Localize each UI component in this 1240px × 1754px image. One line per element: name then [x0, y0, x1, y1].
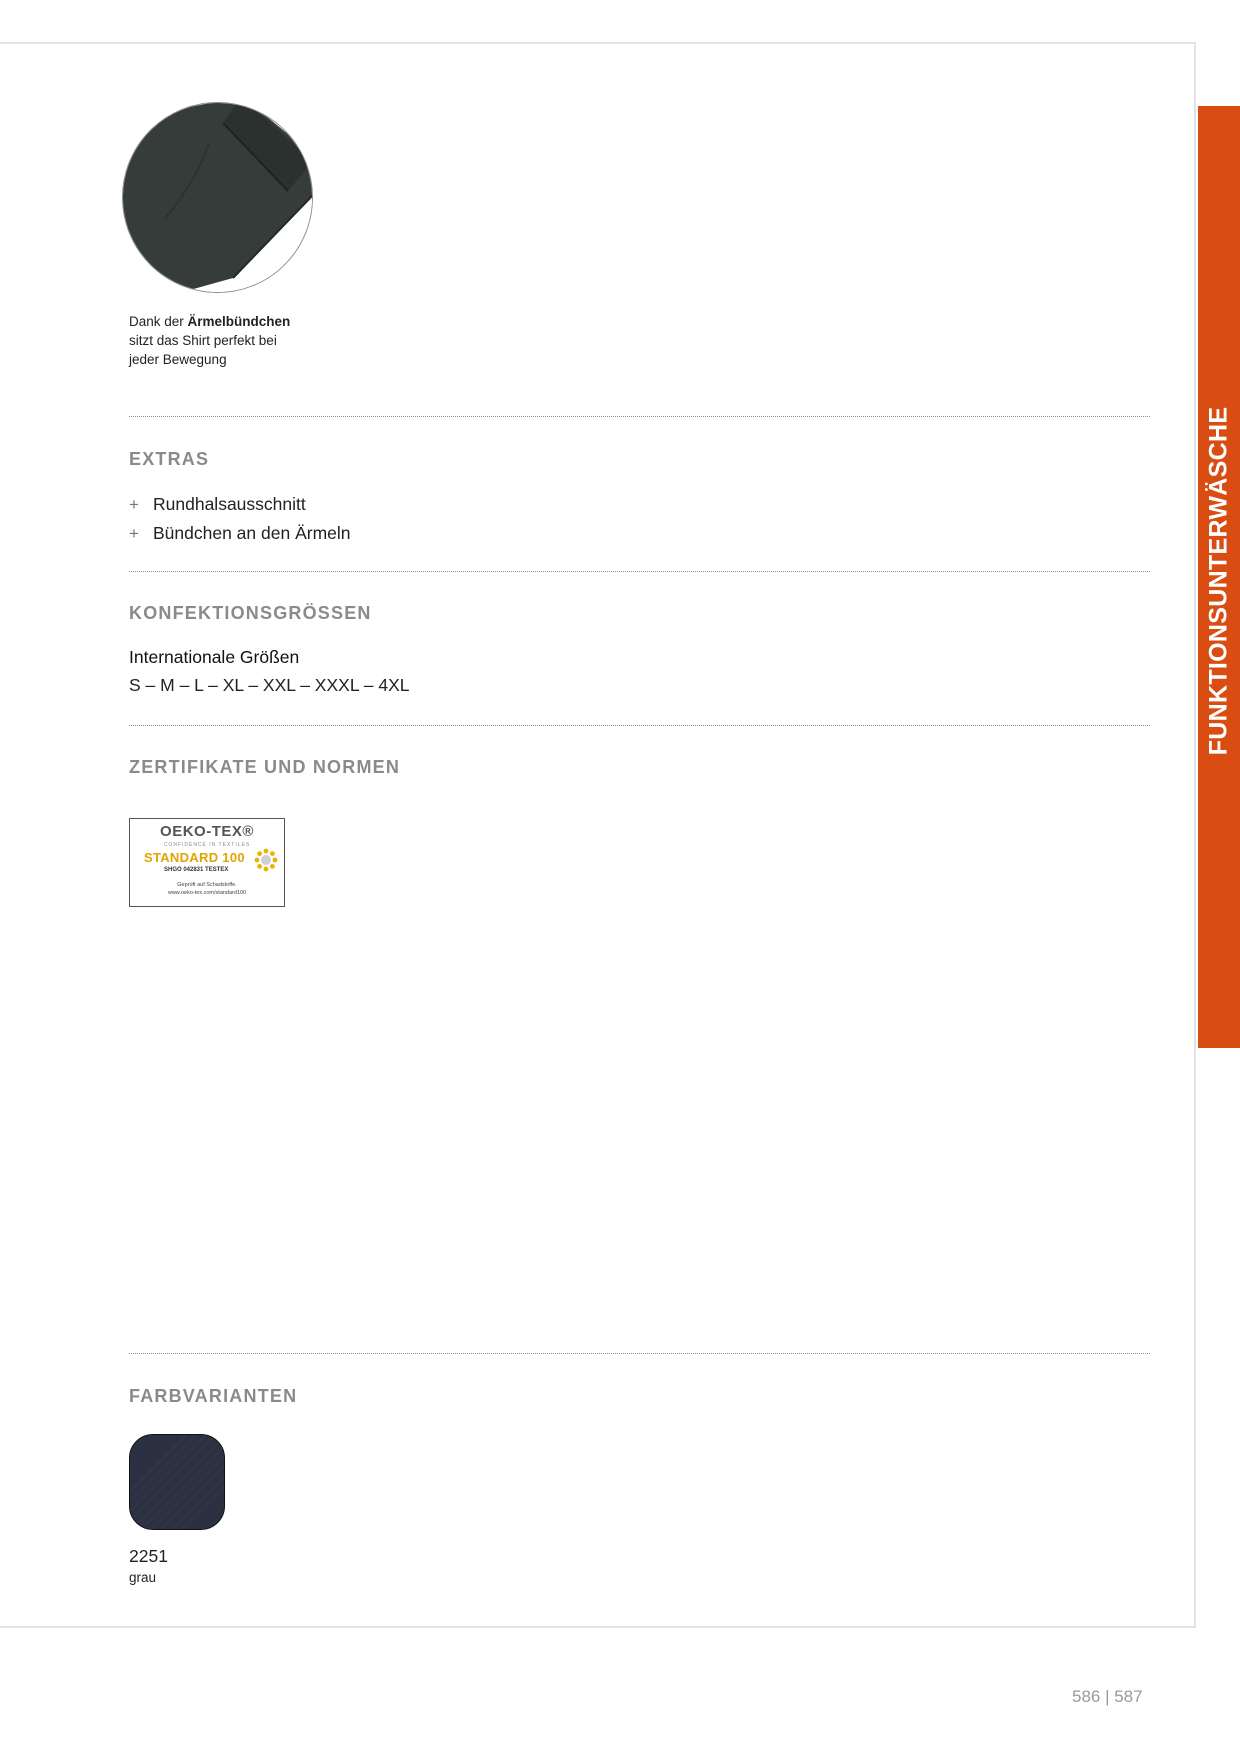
section-divider: [129, 725, 1150, 726]
oeko-tex-tagline: CONFIDENCE IN TEXTILES: [163, 842, 251, 848]
sizes-heading: KONFEKTIONSGRÖSSEN: [129, 603, 372, 623]
oeko-tex-standard: STANDARD 100: [144, 850, 245, 865]
page-numbers: 586 | 587: [1072, 1687, 1143, 1706]
color-swatch[interactable]: [129, 1434, 225, 1530]
color-name: grau: [129, 1570, 157, 1585]
oeko-tex-check-text: Geprüft auf Schadstoffe.: [177, 882, 237, 888]
oeko-tex-certificate-logo: [129, 818, 285, 907]
list-item: [129, 519, 351, 548]
colors-heading: FARBVARIANTEN: [129, 1386, 298, 1406]
caption-line-3: jeder Bewegung: [129, 352, 227, 367]
extras-list: [129, 490, 351, 548]
sizes-subtitle: Internationale Größen: [129, 647, 300, 667]
category-side-tab[interactable]: [1198, 106, 1240, 1048]
list-item-label: Bündchen an den Ärmeln: [153, 523, 351, 543]
fabric-texture: [130, 1435, 225, 1530]
section-divider: [129, 571, 1150, 572]
oeko-tex-code: SHGO 042831 TESTEX: [164, 867, 229, 873]
plus-icon: +: [129, 495, 139, 514]
detail-caption: [129, 312, 290, 369]
plus-icon: +: [129, 524, 139, 543]
section-divider: [129, 416, 1150, 417]
caption-bold: Ärmelbündchen: [187, 314, 291, 329]
extras-heading: EXTRAS: [129, 449, 210, 469]
oeko-tex-brand: OEKO-TEX®: [160, 823, 254, 840]
section-divider: [129, 1353, 1150, 1354]
sizes-values: S – M – L – XL – XXL – XXXL – 4XL: [129, 675, 410, 695]
list-item-label: Rundhalsausschnitt: [153, 494, 306, 514]
oeko-tex-flower-icon: [254, 848, 278, 872]
list-item: [129, 490, 351, 519]
caption-prefix: Dank der: [129, 314, 188, 329]
caption-line-2: sitzt das Shirt perfekt bei: [129, 333, 277, 348]
certificates-heading: ZERTIFIKATE UND NORMEN: [129, 757, 401, 777]
sleeve-cuff-detail-image: [122, 102, 313, 293]
oeko-tex-url: www.oeko-tex.com/standard100: [167, 890, 247, 896]
color-code: 2251: [129, 1546, 168, 1566]
sleeve-cuff-illustration: [123, 103, 313, 293]
caption-line-1: [129, 312, 290, 331]
category-side-tab-label: FUNKTIONSUNTERWÄSCHE: [1204, 406, 1233, 756]
